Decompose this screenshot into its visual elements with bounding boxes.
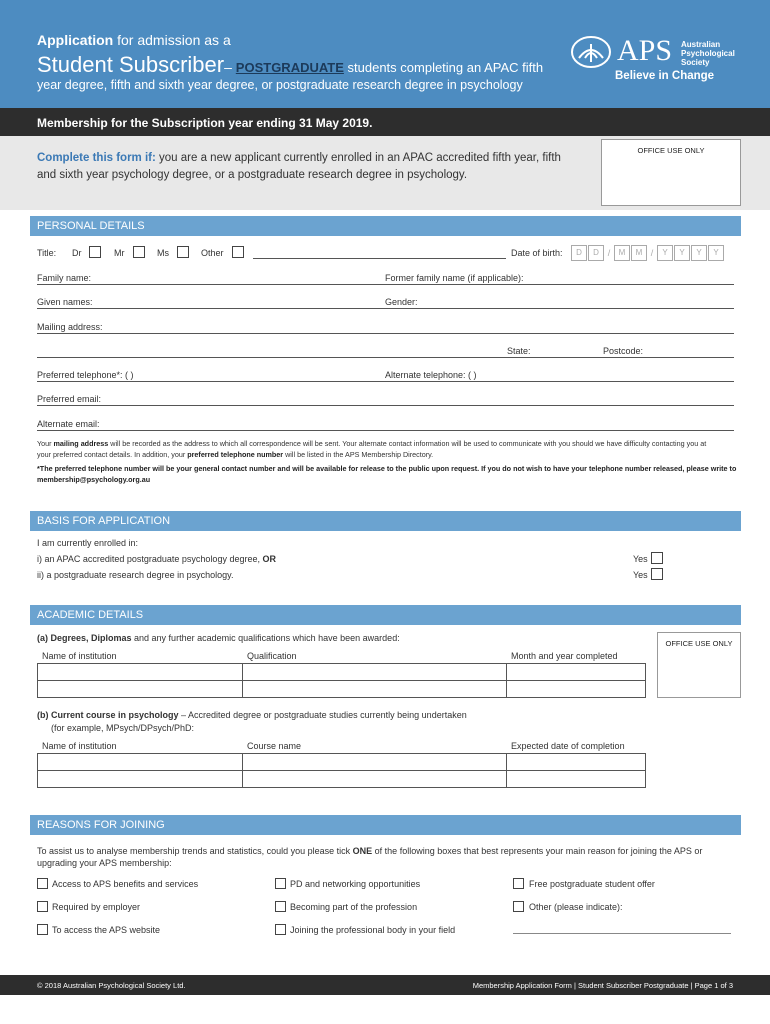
dob-label: Date of birth: (511, 248, 563, 258)
current-course-example: (for example, MPsych/DPsych/PhD: (51, 723, 195, 733)
col-qualification: Qualification (247, 651, 297, 661)
preferred-telephone-label: Preferred telephone*: ( ) (37, 370, 134, 380)
enrolled-intro: I am currently enrolled in: (37, 538, 139, 548)
postcode-label: Postcode: (603, 346, 644, 356)
col-institution: Name of institution (42, 651, 117, 661)
section-academic-details: ACADEMIC DETAILS (30, 605, 741, 625)
dob-digit[interactable]: D (588, 245, 604, 261)
dob-digit[interactable]: D (571, 245, 587, 261)
title-ms-checkbox[interactable] (177, 246, 189, 258)
reason-pd-label: PD and networking opportunities (290, 879, 421, 889)
family-name-field[interactable] (37, 284, 734, 285)
reason-benefits-label: Access to APS benefits and services (52, 879, 199, 889)
footer-bar (0, 975, 770, 995)
subscription-bar: Membership for the Subscription year ending 31 May 2019. (0, 108, 770, 136)
dob-separator: / (650, 248, 654, 258)
col-course-institution: Name of institution (42, 741, 117, 751)
alternate-telephone-label: Alternate telephone: ( ) (385, 370, 477, 380)
dob-digit[interactable]: M (614, 245, 630, 261)
mailing-address-field[interactable] (37, 333, 734, 334)
reason-checkbox[interactable] (513, 901, 524, 912)
form-subtitle: year degree, fifth and sixth year degree, or postgraduate research degree in psychology (37, 78, 523, 92)
basis-option-2-checkbox[interactable] (651, 568, 663, 580)
reason-free-offer-label: Free postgraduate student offer (529, 879, 655, 889)
basis-yes-label-2: Yes (633, 570, 648, 580)
basis-yes-label-1: Yes (633, 554, 648, 564)
reason-checkbox[interactable] (37, 924, 48, 935)
reasons-intro: To assist us to analyse membership trends and statistics, could you please tick ONE of the following boxes that best represents your main reason for joining the APS or upgrading your APS membership: (37, 846, 703, 868)
contact-note: Your mailing address will be recorded as the address to which all correspondence will be sent. Your alternate contact information will be used to communicate with you should we have difficulty contacting you at your preferred contact details. In addition, your preferred telephone number will be listed in the APS Membership Directory. (37, 439, 707, 459)
form-title: Student Subscriber– POSTGRADUATE students completing an APAC fifth (37, 52, 544, 77)
degrees-table (37, 663, 646, 698)
society-name: Australian Psychological Society (681, 40, 735, 67)
current-course-heading: (b) Current course in psychology – Accredited degree or postgraduate studies currently being undertaken (37, 710, 467, 720)
page-info: Membership Application Form | Student Subscriber Postgraduate | Page 1 of 3 (472, 981, 733, 990)
form-kicker: Application for admission as a (37, 32, 231, 48)
table-row (38, 754, 646, 771)
section-reasons-for-joining: REASONS FOR JOINING (30, 815, 741, 835)
reason-other-field[interactable] (513, 933, 731, 934)
logo-tagline: Believe in Change (615, 70, 715, 82)
reason-professional-body-label: Joining the professional body in your field (290, 925, 456, 935)
basis-option-1-checkbox[interactable] (651, 552, 663, 564)
mailing-address-label: Mailing address: (37, 322, 103, 332)
dob-input[interactable] (571, 245, 724, 261)
copyright: © 2018 Australian Psychological Society Ltd. (37, 981, 186, 990)
degrees-heading: (a) Degrees, Diplomas and any further academic qualifications which have been awarded: (37, 633, 400, 643)
dob-digit[interactable]: M (631, 245, 647, 261)
reason-checkbox[interactable] (275, 878, 286, 889)
title-ms-label: Ms (157, 248, 169, 258)
col-expected-completion: Expected date of completion (511, 741, 625, 751)
mailing-address-line2[interactable] (37, 357, 734, 358)
complete-instructions: Complete this form if: you are a new applicant currently enrolled in an APAC accredited fifth year, fifth and sixth year psychology degree, or a postgraduate research degree in psychology. (37, 152, 561, 181)
aps-logo (571, 34, 741, 94)
reason-checkbox[interactable] (37, 901, 48, 912)
col-course-name: Course name (247, 741, 302, 751)
reason-other-label: Other (please indicate): (529, 902, 623, 912)
dob-digit[interactable]: Y (708, 245, 724, 261)
reason-website-label: To access the APS website (52, 925, 161, 935)
alternate-email-label: Alternate email: (37, 419, 100, 429)
state-label: State: (507, 346, 531, 356)
telephone-release-note: *The preferred telephone number will be your general contact number and will be available for release to the public upon request. If you do not wish to have your telephone number released, please write to membership@psychology.org.au (37, 464, 737, 484)
table-row (38, 771, 646, 788)
title-other-checkbox[interactable] (232, 246, 244, 258)
reason-employer-label: Required by employer (52, 902, 141, 912)
dob-digit[interactable]: Y (657, 245, 673, 261)
preferred-email-field[interactable] (37, 405, 734, 406)
gender-label: Gender: (385, 297, 418, 307)
former-name-label: Former family name (if applicable): (385, 273, 524, 283)
reason-profession-label: Becoming part of the profession (290, 902, 418, 912)
basis-option-2: ii) a postgraduate research degree in psychology. (37, 570, 234, 580)
dob-digit[interactable]: Y (691, 245, 707, 261)
family-name-label: Family name: (37, 273, 92, 283)
dob-digit[interactable]: Y (674, 245, 690, 261)
aps-wordmark: APS (617, 34, 673, 67)
section-personal-details: PERSONAL DETAILS (30, 216, 741, 236)
office-use-box: OFFICE USE ONLY (601, 139, 741, 206)
alternate-email-field[interactable] (37, 430, 734, 431)
reason-checkbox[interactable] (275, 901, 286, 912)
preferred-email-label: Preferred email: (37, 394, 102, 404)
col-month-year-completed: Month and year completed (511, 651, 618, 661)
table-row (38, 681, 646, 698)
table-row (38, 664, 646, 681)
title-label: Title: (37, 248, 57, 258)
given-names-label: Given names: (37, 297, 93, 307)
reason-checkbox[interactable] (37, 878, 48, 889)
dob-separator: / (607, 248, 611, 258)
office-use-box-academic: OFFICE USE ONLY (657, 632, 741, 698)
title-mr-checkbox[interactable] (133, 246, 145, 258)
title-other-field[interactable] (253, 258, 506, 259)
reason-checkbox[interactable] (275, 924, 286, 935)
reason-checkbox[interactable] (513, 878, 524, 889)
title-mr-label: Mr (114, 248, 125, 258)
basis-option-1: i) an APAC accredited postgraduate psychology degree, OR (37, 554, 276, 564)
title-other-label: Other (201, 248, 224, 258)
title-dr-checkbox[interactable] (89, 246, 101, 258)
title-dr-label: Dr (72, 248, 82, 258)
current-course-table (37, 753, 646, 788)
section-basis-for-application: BASIS FOR APPLICATION (30, 511, 741, 531)
telephone-field[interactable] (37, 381, 734, 382)
given-names-field[interactable] (37, 308, 734, 309)
aps-emblem-icon (571, 36, 611, 68)
